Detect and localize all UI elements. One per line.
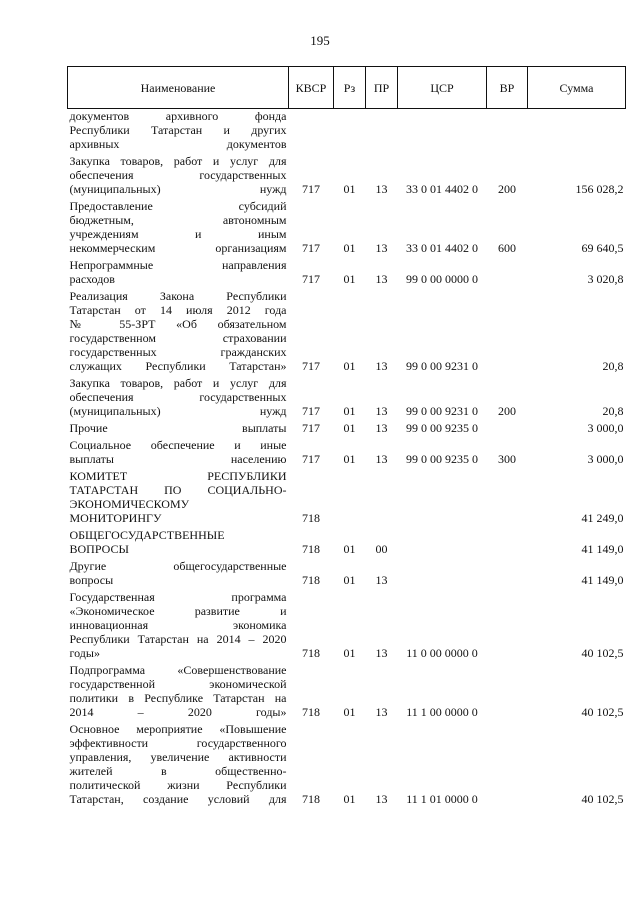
- cell-name-line: (муниципальных) нужд: [69, 404, 287, 418]
- cell-vr: [487, 722, 528, 809]
- cell-kvsr: 717: [302, 241, 320, 255]
- cell-rz: 01: [343, 542, 356, 556]
- cell-name-line: ТАТАРСТАН ПО СОЦИАЛЬНО-: [69, 483, 287, 497]
- cell-name-line: Основное мероприятие «Повышение: [69, 722, 287, 736]
- cell-vr: 600: [498, 241, 516, 255]
- cell-sum: 3 000,0: [587, 421, 624, 435]
- cell-name-line: Непрограммные направления: [69, 258, 287, 272]
- cell-name-line: государственных гражданских: [69, 345, 287, 359]
- cell-vr: [487, 559, 528, 590]
- header-csr: ЦСР: [398, 67, 487, 109]
- cell-sum: 69 640,5: [581, 241, 624, 255]
- cell-csr: [398, 528, 487, 559]
- cell-name-line: годы»: [69, 646, 100, 660]
- cell-pr: [366, 109, 398, 155]
- cell-sum: 41 149,0: [581, 573, 624, 587]
- cell-rz: 01: [343, 404, 356, 418]
- cell-pr: 13: [375, 241, 388, 255]
- cell-name-line: эффективности государственного: [69, 736, 287, 750]
- header-vr: ВР: [487, 67, 528, 109]
- cell-name-line: «Экономическое развитие и: [69, 604, 287, 618]
- cell-pr: 13: [375, 792, 388, 806]
- table-row: [68, 154, 626, 199]
- cell-rz: 01: [343, 705, 356, 719]
- table-body: [68, 109, 626, 810]
- cell-name-line: ОБЩЕГОСУДАРСТВЕННЫЕ: [69, 528, 225, 542]
- cell-sum: 3 000,0: [587, 452, 624, 466]
- cell-csr: 33 0 01 4402 0: [406, 182, 478, 196]
- cell-csr: 99 0 00 9235 0: [406, 452, 478, 466]
- cell-pr: 13: [375, 573, 388, 587]
- cell-rz: [334, 109, 366, 155]
- cell-rz: 01: [343, 646, 356, 660]
- cell-name-line: бюджетным, автономным: [69, 213, 287, 227]
- cell-name-line: служащих Республики Татарстан»: [69, 359, 287, 373]
- cell-name: [68, 528, 289, 559]
- cell-kvsr: 718: [302, 573, 320, 587]
- cell-name-line: № 55-ЗРТ «Об обязательном: [69, 317, 287, 331]
- cell-name-line: Социальное обеспечение и иные: [69, 438, 287, 452]
- cell-rz: 01: [343, 421, 356, 435]
- cell-sum: 20,8: [602, 404, 624, 418]
- table-row: [68, 421, 626, 438]
- table-row: [68, 528, 626, 559]
- cell-csr: 33 0 01 4402 0: [406, 241, 478, 255]
- table-row: [68, 438, 626, 469]
- cell-pr: 13: [375, 705, 388, 719]
- cell-kvsr: 718: [302, 511, 320, 525]
- header-name: Наименование: [68, 67, 289, 109]
- cell-vr: [487, 421, 528, 438]
- cell-pr: 13: [375, 646, 388, 660]
- cell-kvsr: [289, 109, 334, 155]
- cell-name-line: Реализация Закона Республики: [69, 289, 287, 303]
- cell-csr: 99 0 00 0000 0: [406, 272, 478, 286]
- cell-vr: 200: [498, 182, 516, 196]
- cell-rz: 01: [343, 452, 356, 466]
- cell-csr: 11 1 00 0000 0: [406, 705, 478, 719]
- cell-name-line: инновационная экономика: [69, 618, 287, 632]
- cell-kvsr: 718: [302, 705, 320, 719]
- cell-vr: [487, 528, 528, 559]
- table-row: [68, 559, 626, 590]
- cell-sum: 40 102,5: [581, 792, 624, 806]
- cell-name-line: КОМИТЕТ РЕСПУБЛИКИ: [69, 469, 287, 483]
- page-number: 195: [310, 33, 330, 48]
- cell-name-line: учреждениям и иным: [69, 227, 287, 241]
- cell-name-line: политической жизни Республики: [69, 778, 287, 792]
- cell-sum: 41 149,0: [581, 542, 624, 556]
- table-row: [68, 199, 626, 258]
- cell-name: [68, 289, 289, 376]
- cell-pr: 13: [375, 421, 388, 435]
- cell-name-line: Прочие выплаты: [69, 421, 287, 435]
- cell-sum: 20,8: [602, 359, 624, 373]
- cell-name-line: Подпрограмма «Совершенствование: [69, 663, 287, 677]
- cell-name-line: обеспечения государственных: [69, 390, 287, 404]
- cell-name-line: (муниципальных) нужд: [69, 182, 287, 196]
- table-row: [68, 722, 626, 809]
- cell-name: [68, 722, 289, 809]
- cell-vr: 300: [498, 452, 516, 466]
- header-pr: ПР: [366, 67, 398, 109]
- cell-name-line: Республики Татарстан на 2014 – 2020: [69, 632, 287, 646]
- cell-name-line: Государственная программа: [69, 590, 287, 604]
- cell-name-line: выплаты населению: [69, 452, 287, 466]
- cell-pr: 13: [375, 404, 388, 418]
- cell-rz: 01: [343, 573, 356, 587]
- cell-name: [68, 421, 289, 438]
- cell-name: [68, 109, 289, 155]
- cell-vr: [487, 258, 528, 289]
- cell-name-line: 2014 – 2020 годы»: [69, 705, 287, 719]
- cell-name-line: Татарстан от 14 июля 2012 года: [69, 303, 287, 317]
- cell-name-line: некоммерческим организациям: [69, 241, 287, 255]
- cell-name-line: жителей в общественно-: [69, 764, 287, 778]
- cell-rz: 01: [343, 359, 356, 373]
- cell-sum: [528, 109, 626, 155]
- cell-name-line: документов архивного фонда: [69, 109, 287, 123]
- cell-name: [68, 154, 289, 199]
- cell-pr: 13: [375, 182, 388, 196]
- cell-name: [68, 376, 289, 421]
- cell-csr: 99 0 00 9231 0: [406, 404, 478, 418]
- cell-kvsr: 718: [302, 542, 320, 556]
- cell-vr: [487, 663, 528, 722]
- cell-name-line: управления, увеличение активности: [69, 750, 287, 764]
- cell-rz: 01: [343, 241, 356, 255]
- cell-pr: 00: [375, 542, 388, 556]
- cell-pr: [366, 469, 398, 528]
- cell-csr: 99 0 00 9235 0: [406, 421, 478, 435]
- cell-name-line: Республики Татарстан и других: [69, 123, 287, 137]
- cell-csr: 11 0 00 0000 0: [406, 646, 478, 660]
- cell-name: [68, 469, 289, 528]
- cell-name: [68, 663, 289, 722]
- cell-vr: [487, 590, 528, 663]
- cell-name: [68, 438, 289, 469]
- cell-name-line: ВОПРОСЫ: [69, 542, 129, 556]
- cell-kvsr: 717: [302, 421, 320, 435]
- cell-name-line: политики в Республике Татарстан на: [69, 691, 287, 705]
- cell-name-line: государственном страховании: [69, 331, 287, 345]
- cell-name-line: архивных документов: [69, 137, 287, 151]
- table-header-row: [68, 67, 626, 109]
- cell-name: [68, 559, 289, 590]
- header-rz: Рз: [334, 67, 366, 109]
- cell-kvsr: 718: [302, 792, 320, 806]
- header-sum: Сумма: [528, 67, 626, 109]
- table-row: [68, 663, 626, 722]
- cell-name-line: расходов: [69, 272, 115, 286]
- cell-rz: 01: [343, 272, 356, 286]
- cell-name-line: Татарстан, создание условий для: [69, 792, 287, 806]
- cell-vr: 200: [498, 404, 516, 418]
- table-row: [68, 376, 626, 421]
- cell-kvsr: 717: [302, 452, 320, 466]
- table-row: [68, 289, 626, 376]
- cell-rz: 01: [343, 792, 356, 806]
- header-kvsr: КВСР: [289, 67, 334, 109]
- cell-sum: 156 028,2: [575, 182, 624, 196]
- cell-name-line: обеспечения государственных: [69, 168, 287, 182]
- cell-vr: [487, 289, 528, 376]
- cell-kvsr: 717: [302, 272, 320, 286]
- cell-name-line: Другие общегосударственные: [69, 559, 287, 573]
- cell-name-line: вопросы: [69, 573, 114, 587]
- cell-kvsr: 717: [302, 182, 320, 196]
- cell-vr: [487, 109, 528, 155]
- cell-pr: 13: [375, 359, 388, 373]
- cell-csr: [398, 559, 487, 590]
- cell-csr: [398, 109, 487, 155]
- cell-csr: 99 0 00 9231 0: [406, 359, 478, 373]
- cell-rz: [334, 469, 366, 528]
- cell-sum: 40 102,5: [581, 646, 624, 660]
- cell-kvsr: 717: [302, 359, 320, 373]
- cell-name-line: МОНИТОРИНГУ: [69, 511, 162, 525]
- cell-name: [68, 199, 289, 258]
- cell-sum: 3 020,8: [587, 272, 624, 286]
- table-row: [68, 469, 626, 528]
- cell-kvsr: 718: [302, 646, 320, 660]
- cell-name-line: Закупка товаров, работ и услуг для: [69, 154, 287, 168]
- table-row: [68, 258, 626, 289]
- cell-name: [68, 258, 289, 289]
- cell-sum: 40 102,5: [581, 705, 624, 719]
- cell-name-line: Закупка товаров, работ и услуг для: [69, 376, 287, 390]
- cell-pr: 13: [375, 272, 388, 286]
- cell-name-line: Предоставление субсидий: [69, 199, 287, 213]
- cell-name: [68, 590, 289, 663]
- cell-pr: 13: [375, 452, 388, 466]
- cell-rz: 01: [343, 182, 356, 196]
- cell-name-line: ЭКОНОМИЧЕСКОМУ: [69, 497, 190, 511]
- cell-sum: 41 249,0: [581, 511, 624, 525]
- cell-csr: 11 1 01 0000 0: [406, 792, 478, 806]
- cell-name-line: государственной экономической: [69, 677, 287, 691]
- table-row: [68, 109, 626, 155]
- cell-csr: [398, 469, 487, 528]
- cell-kvsr: 717: [302, 404, 320, 418]
- table-row: [68, 590, 626, 663]
- cell-vr: [487, 469, 528, 528]
- budget-table: [67, 66, 626, 809]
